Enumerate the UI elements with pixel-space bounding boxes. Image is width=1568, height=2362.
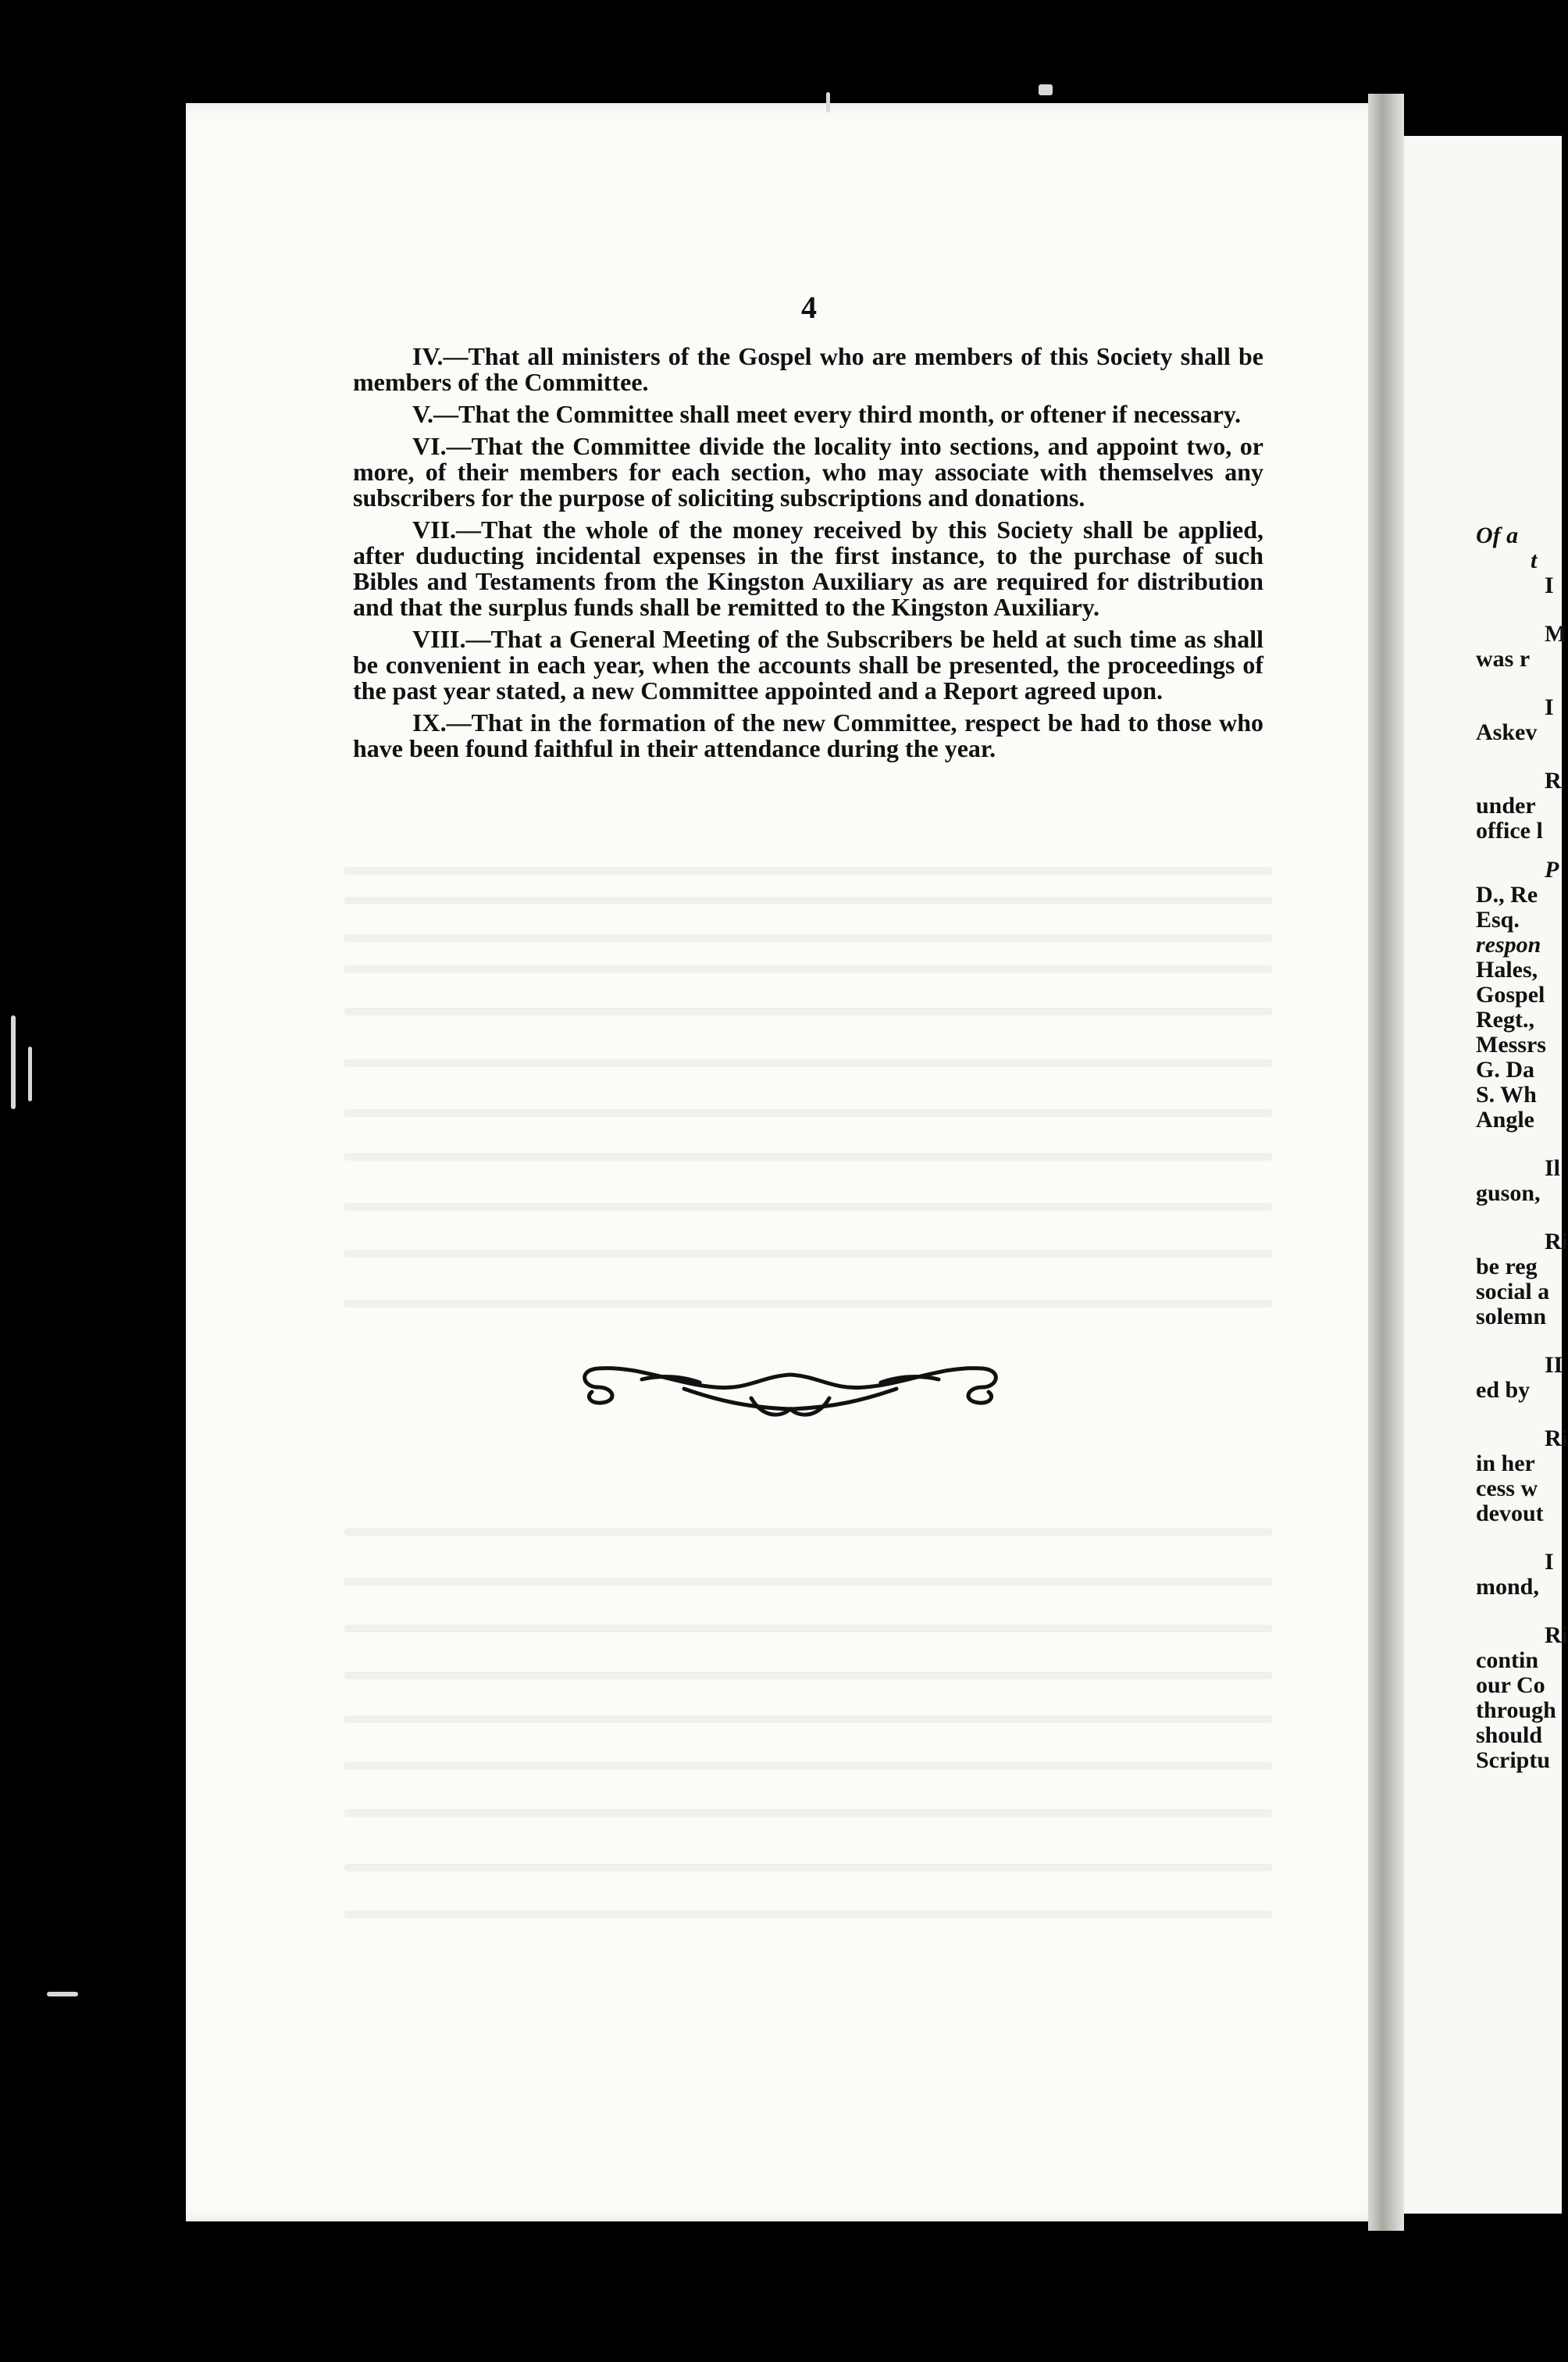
right-page-line: II — [1545, 1352, 1563, 1378]
rule-iv: IV.—That all ministers of the Gospel who are members of this Society shall be members of the Committee. — [353, 342, 1263, 396]
right-page-line: cess w — [1476, 1475, 1538, 1501]
show-through-line — [344, 1250, 1273, 1258]
right-page-line: Regt., — [1476, 1007, 1534, 1033]
show-through-line — [344, 1153, 1273, 1161]
right-page-line: should — [1476, 1722, 1543, 1748]
right-page-line: mond, — [1476, 1574, 1539, 1600]
right-page-line: D., Re — [1476, 882, 1538, 908]
right-page-line: M — [1545, 621, 1567, 647]
show-through-line — [344, 897, 1273, 904]
right-page-line: social a — [1476, 1279, 1550, 1304]
right-page-line: Angle — [1476, 1107, 1534, 1133]
scan-artifact — [11, 1015, 16, 1109]
rule-vii: VII.—That the whole of the money received by this Society shall be applied, after duducting incidental expenses in the first instance, to the purchase of such Bibles and Testaments from the Kingston Auxiliary as are required for distribution and that the surplus funds shall be remitted to the Kingston Auxiliary. — [353, 516, 1263, 621]
right-page-line: Ri — [1545, 1425, 1568, 1451]
right-page-line: in her — [1476, 1450, 1535, 1476]
rules-text-block — [353, 344, 1263, 768]
right-page-line: I — [1545, 1549, 1554, 1575]
right-page-line: respon — [1476, 932, 1541, 958]
show-through-line — [344, 934, 1273, 942]
spacer — [1476, 1133, 1562, 1156]
rule-vi: VI.—That the Committee divide the locality into sections, and appoint two, or more, of their members for each section, who may associate with themselves any subscribers for the purpose of soliciting subscriptions and donations. — [353, 432, 1263, 512]
scan-artifact — [47, 1992, 78, 1996]
right-page-line: t — [1531, 548, 1538, 573]
right-page-line: Ri — [1545, 1622, 1568, 1648]
show-through-line — [344, 1625, 1273, 1632]
spacer — [1476, 745, 1562, 769]
show-through-line — [344, 1008, 1273, 1015]
show-through-line — [344, 1109, 1273, 1117]
right-page-line: Gospel — [1476, 982, 1545, 1008]
show-through-line — [344, 1059, 1273, 1067]
show-through-line — [344, 1809, 1273, 1817]
scan-artifact — [826, 92, 830, 112]
right-page-line: Il — [1545, 1155, 1561, 1181]
right-page-line: office l — [1476, 818, 1543, 844]
spacer — [1476, 1206, 1562, 1229]
right-page-line: ed by — [1476, 1377, 1531, 1403]
right-page-line: Askev — [1476, 719, 1538, 745]
show-through-line — [344, 1762, 1273, 1770]
right-page-line: I — [1545, 694, 1554, 720]
right-page-line: our Co — [1476, 1672, 1545, 1698]
right-page-line: R — [1545, 768, 1562, 794]
right-page-line: contin — [1476, 1647, 1539, 1673]
right-page-line: under — [1476, 793, 1536, 819]
right-page-line: through — [1476, 1697, 1556, 1723]
rule-ix: IX.—That in the formation of the new Committee, respect be had to those who have been found faithful in their attendance during the year. — [353, 708, 1263, 762]
show-through-line — [344, 1911, 1273, 1918]
spacer — [1476, 598, 1562, 622]
show-through-line — [344, 867, 1273, 875]
show-through-line — [344, 1528, 1273, 1536]
right-page-line: Esq. — [1476, 907, 1520, 933]
spacer — [1476, 672, 1562, 695]
right-page-line: guson, — [1476, 1180, 1541, 1206]
show-through-line — [344, 1203, 1273, 1211]
right-page-line: Scriptu — [1476, 1747, 1551, 1773]
scroll-flourish-icon — [567, 1353, 1014, 1422]
right-page-line: P — [1545, 857, 1559, 883]
right-page-line: solemn — [1476, 1304, 1546, 1329]
right-page-line: S. Wh — [1476, 1082, 1537, 1108]
right-page-line: Ri — [1545, 1229, 1568, 1254]
spacer — [1476, 1329, 1562, 1353]
right-page-line: I — [1545, 573, 1554, 598]
right-page-line: Messrs — [1476, 1032, 1546, 1058]
show-through-line — [344, 1672, 1273, 1679]
right-page-line: G. Da — [1476, 1057, 1534, 1083]
spacer — [1476, 1526, 1562, 1550]
show-through-line — [344, 1300, 1273, 1308]
right-page-line: Of a — [1476, 523, 1519, 548]
spacer — [1476, 844, 1562, 858]
show-through-line — [344, 1578, 1273, 1586]
right-page-line: Hales, — [1476, 957, 1538, 983]
right-page-line: be reg — [1476, 1254, 1538, 1279]
show-through-line — [344, 965, 1273, 973]
rule-viii: VIII.—That a General Meeting of the Subscribers be held at such time as shall be convenient in each year, when the accounts shall be presented, the proceedings of the past year stated, a new Committee appointed and a Report agreed upon. — [353, 625, 1263, 705]
show-through-line — [344, 1864, 1273, 1871]
right-page-line: was r — [1476, 646, 1531, 672]
spacer — [1476, 1600, 1562, 1623]
scan-artifact — [28, 1047, 32, 1101]
right-page-text — [1476, 523, 1568, 1773]
page-number: 4 — [801, 290, 817, 325]
book-gutter — [1368, 94, 1404, 2231]
scan-artifact — [1039, 84, 1053, 95]
spacer — [1476, 1403, 1562, 1426]
show-through-line — [344, 1715, 1273, 1723]
rule-v: V.—That the Committee shall meet every third month, or oftener if necessary. — [412, 400, 1242, 428]
right-page-line: devout — [1476, 1500, 1544, 1526]
